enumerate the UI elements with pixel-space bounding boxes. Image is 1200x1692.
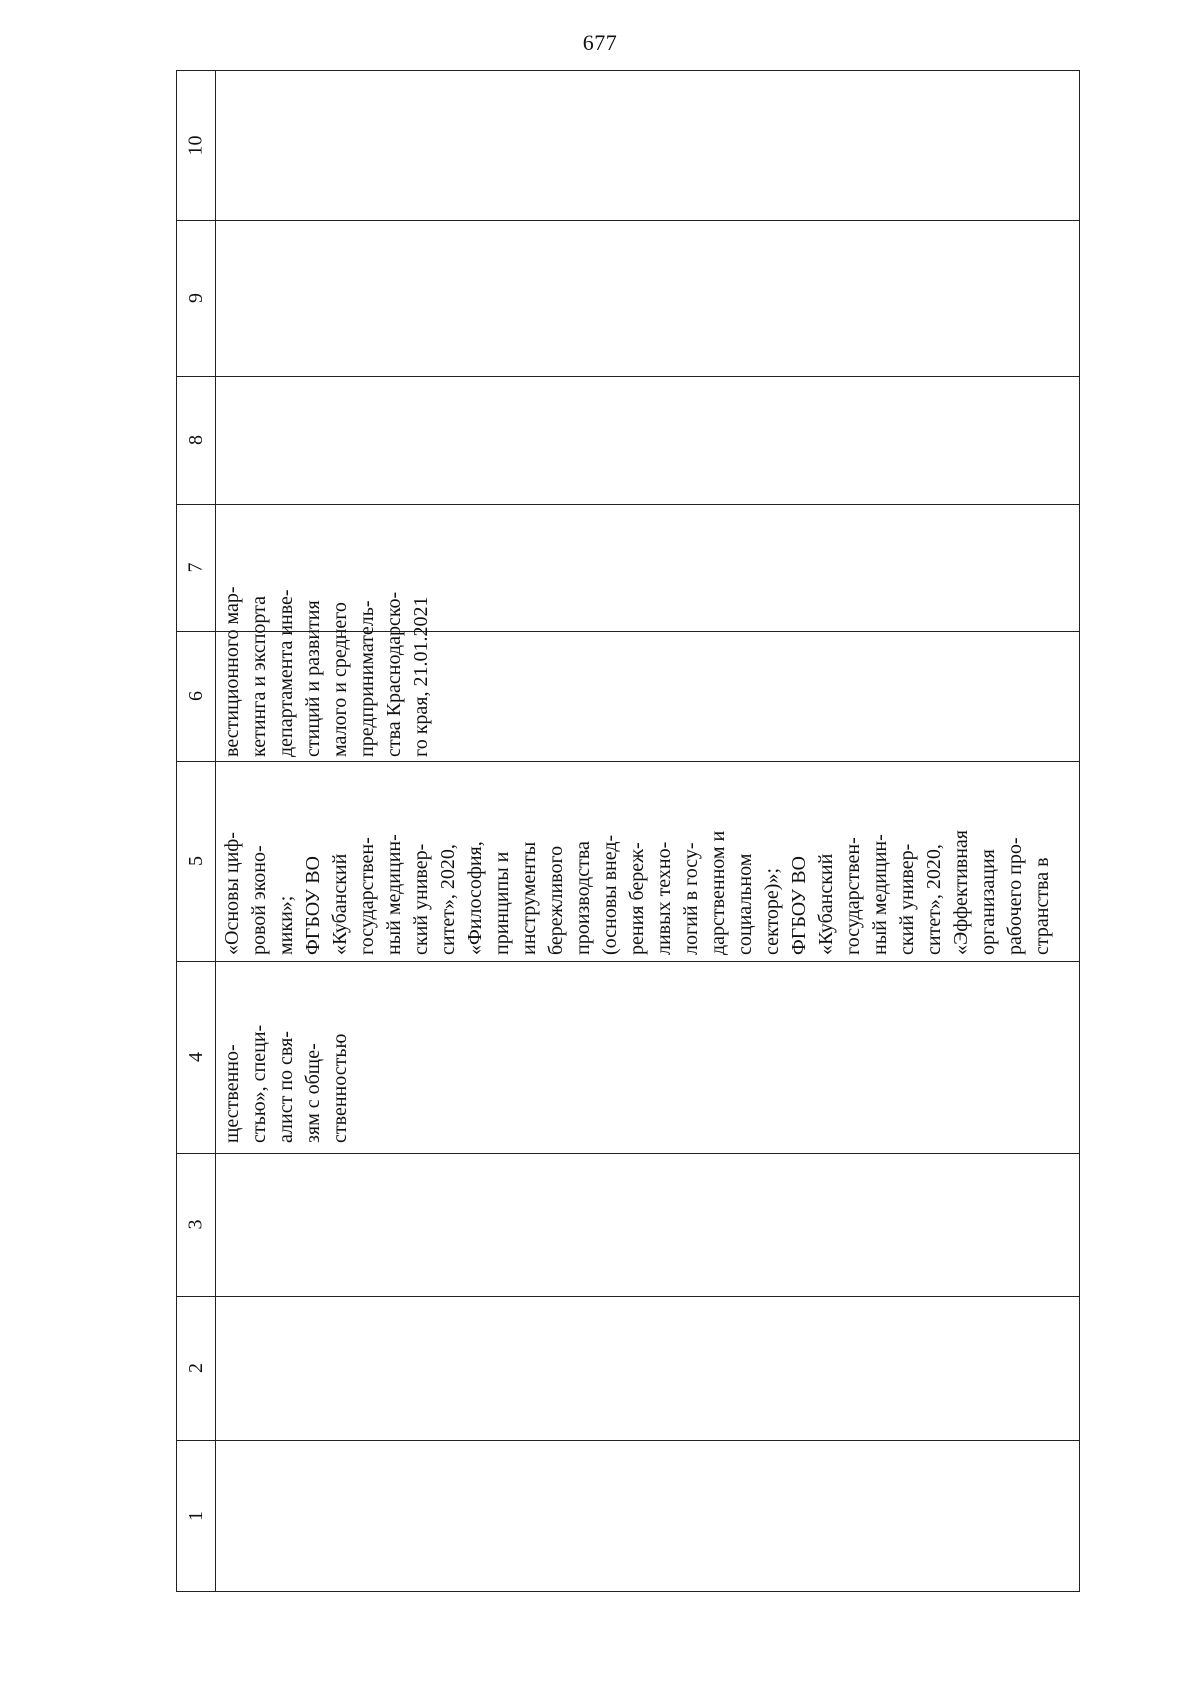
column-divider-4 [177,1153,1079,1154]
column-divider-2 [177,1440,1079,1441]
column-number-8: 8 [184,435,207,445]
column-divider-9 [177,376,1079,377]
cell-column-6: вестиционного мар- кетинга и экспорта департамента инве- стиций и развития малого и среднего предприниматель- ства Краснодарско- го края, 21.01.2021 [221,586,432,757]
column-divider-3 [177,1296,1079,1297]
cell-column-4: щественно- стью», специ- алист по свя- зям с обще- ственностью [221,1024,351,1143]
page-number: 677 [582,30,618,55]
column-divider-6 [177,761,1079,762]
column-number-6: 6 [184,691,207,701]
cell-column-5: «Основы циф- ровой эконо- мики»; ФГБОУ ВО «Кубанский государствен- ный медицин- ский универ- ситет», 2020, «Философия, принципы и инструменты бережливого производства (основы внед- рения береж- ливых техно- логий в госу- дарственном и социальном секторе)»; ФГБОУ ВО «Кубанский государствен- ный медицин- ский универ- ситет», 2020, «Эффективная организация рабочего про- странства в [221,830,1053,955]
column-number-5: 5 [184,856,207,866]
column-number-2: 2 [184,1363,207,1373]
column-number-1: 1 [184,1511,207,1521]
column-divider-10 [177,220,1079,221]
column-divider-5 [177,961,1079,962]
column-number-10: 10 [184,135,207,156]
column-number-3: 3 [184,1219,207,1230]
rotated-table [176,70,1080,1592]
column-number-7: 7 [184,562,207,573]
column-number-9: 9 [184,293,207,303]
column-divider-8 [177,504,1079,505]
column-number-4: 4 [184,1052,207,1062]
